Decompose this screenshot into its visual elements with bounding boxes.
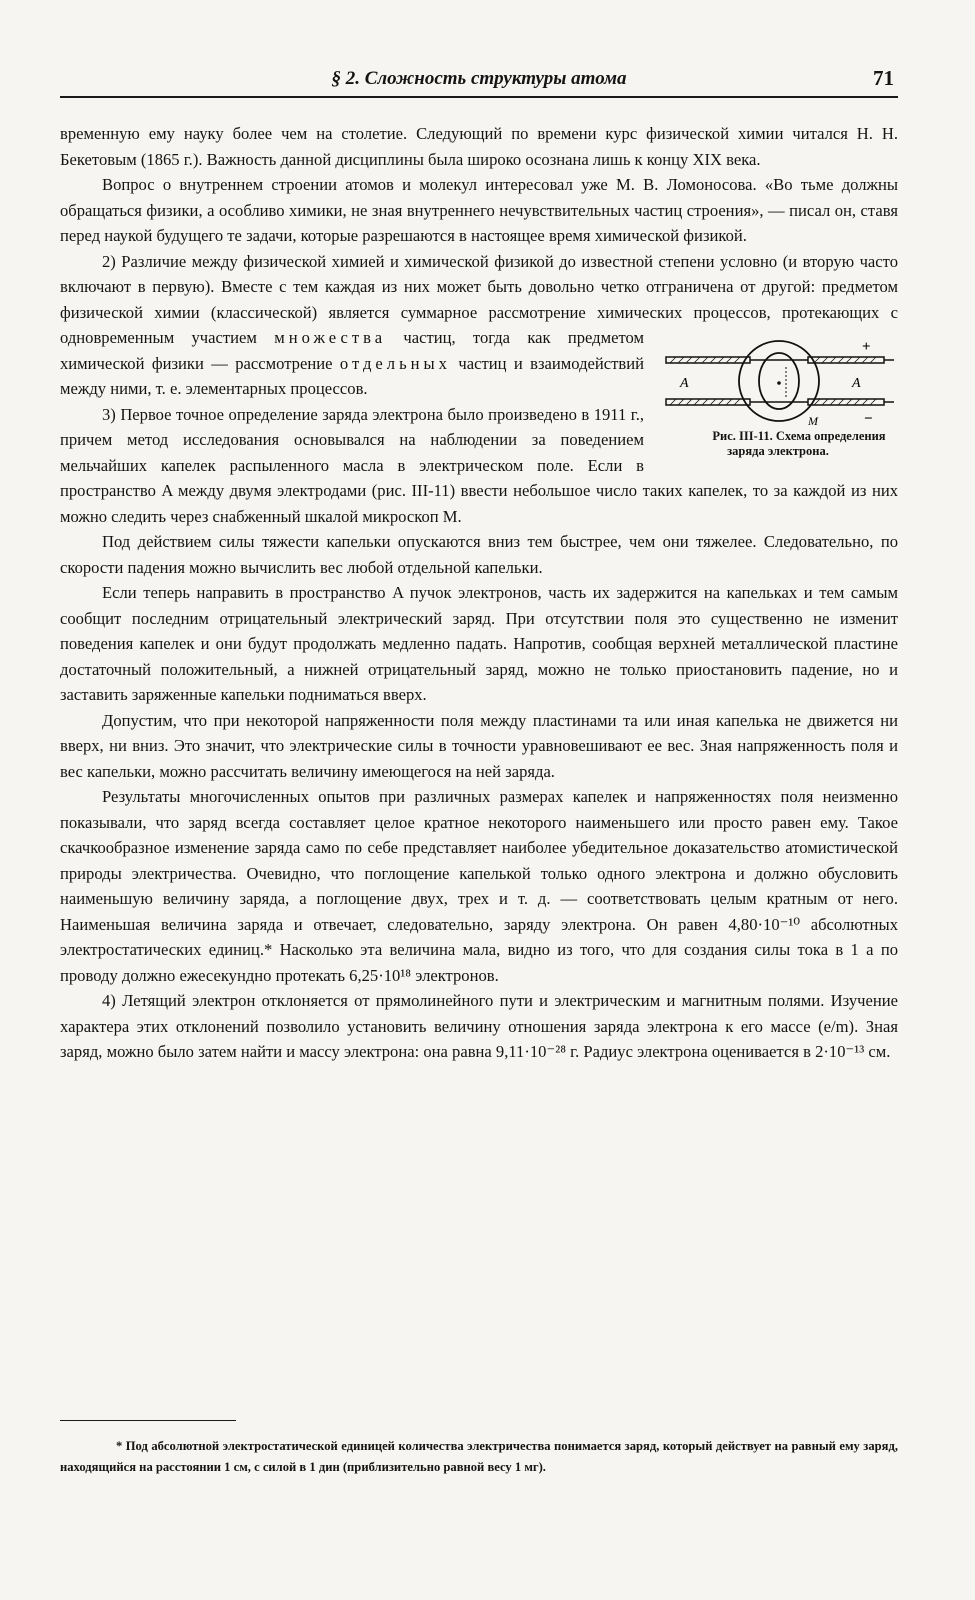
figure-caption: Рис. III-11. Схема определения заряда электрона. bbox=[712, 429, 886, 458]
paragraph bbox=[60, 249, 899, 458]
running-title: § 2. Сложность структуры атома bbox=[331, 68, 627, 89]
emphasis-spaced: множества bbox=[274, 328, 387, 347]
page-number: 71 bbox=[873, 66, 894, 90]
microscope-lens bbox=[759, 353, 799, 409]
electron-charge-diagram bbox=[658, 327, 898, 427]
footnote-text: * Под абсолютной электростатической единицей количества электричества понимается заряд, который действует на равный ему заряд, находящийся на расстоянии 1 см, с силой в 1 дин (приблизительно равной весу 1 мг). bbox=[60, 1439, 898, 1474]
paragraph: Допустим, что при некоторой напряженности поля между пластинами та или иная капелька не движется ни вверх, ни вниз. Это значит, что электрические силы в точности уравновешивают ее вес. Зная напряженность поля и вес капельки, можно рассчитать величину имеющегося на ней заряда. bbox=[60, 710, 898, 781]
paragraph: временную ему науку более чем на столетие. Следующий по времени курс физической химии читался Н. Н. Бекетовым (1865 г.). Важность данной дисциплины была широко осознана лишь к концу XIX века. bbox=[60, 124, 898, 169]
paragraph-text: с одновременным участием bbox=[60, 302, 899, 347]
footnote-divider bbox=[60, 1420, 236, 1421]
label-plus: + bbox=[862, 339, 871, 355]
label-m: M bbox=[808, 414, 818, 427]
label-a-right: A bbox=[852, 376, 861, 391]
figure-iii-11 bbox=[658, 327, 898, 459]
paragraph-text: частиц, тогда как предметом химической физики — рассмотрение bbox=[60, 328, 644, 373]
running-header bbox=[60, 62, 898, 98]
paragraph: 3) Первое точное определение заряда электрона было произведено в 1911 г., причем метод исследования основывался на наблюдении за поведением мельчайших капелек распыленного масла в электрическом поле. Если в пространство A между двумя электродами (рис. III-11) ввести небольшое число таких капелек, то за каждой из них можно следить через снабженный шкалой микроскоп M. bbox=[60, 404, 898, 526]
paragraph: Вопрос о внутреннем строении атомов и молекул интересовал уже М. В. Ломоносова. «Во тьме должны обращаться физики, а особливо химики, не зная внутреннего нечувствительных частиц строения», — писал он, ставя перед наукой будущего те задачи, которые разрешаются в настоящее время химической физикой. bbox=[60, 175, 898, 245]
label-a-left: A bbox=[680, 376, 689, 391]
emphasis-spaced: отдельных bbox=[339, 353, 451, 373]
body-text bbox=[60, 121, 898, 1065]
paragraph-text: 2) Различие между физической химией и химической физикой до известной степени условно (и вторую часто включают в первую). Вместе с тем каждая из них может быть довольно четко отграничена от другой: предметом физической химии (классической) является суммарное рассмотрение химических процессов, протекающих bbox=[60, 251, 898, 322]
paragraph: Если теперь направить в пространство A пучок электронов, часть их задержится на капельках и тем самым сообщит последним отрицательный электрический заряд. При отсутствии поля это существенно не изменит поведения капелек и они будут продолжать медленно падать. Напротив, сообщая верхней металлической пластине достаточный положительный, а нижней отрицательный заряд, можно не только приостановить падение, но и заставить заряженные капельки подниматься вверх. bbox=[60, 583, 898, 704]
label-minus: − bbox=[864, 411, 873, 427]
paragraph-text: частиц и взаимодействий между ними, т. е. элементарных процессов. bbox=[60, 353, 644, 398]
paragraph: Результаты многочисленных опытов при различных размерах капелек и напряженностях поля неизменно показывали, что заряд всегда составляет целое кратное некоторого наименьшего или просто равен ему. Такое скачкообразное изменение заряда само по себе представляет наиболее убедительное доказательство атомистической природы электричества. Очевидно, что поглощение капелькой только одного электрона и должно обусловить наименьшую величину заряда, а поглощение двух, трех и т. д. — соответствовать целым кратным от него. Наименьшая величина заряда и отвечает, следовательно, заряду электрона. Он равен 4,80·10⁻¹⁰ абсолютных электростатических единиц.* Насколько эта величина мала, видно из того, что для создания силы тока в 1 а по проводу должно ежесекундно протекать 6,25·10¹⁸ электронов. bbox=[60, 787, 898, 985]
paragraph: Под действием силы тяжести капельки опускаются вниз тем быстрее, чем они тяжелее. Следовательно, по скорости падения можно вычислить вес любой отдельной капельки. bbox=[60, 532, 898, 577]
paragraph: 4) Летящий электрон отклоняется от прямолинейного пути и электрическим и магнитным полями. Изучение характера этих отклонений позволило установить величину отношения заряда электрона к его массе (e/m). Зная заряд, можно было затем найти и массу электрона: она равна 9,11·10⁻²⁸ г. Радиус электрона оценивается в 2·10⁻¹³ см. bbox=[60, 991, 898, 1061]
oil-droplet bbox=[777, 381, 781, 385]
footnote bbox=[60, 1436, 898, 1478]
